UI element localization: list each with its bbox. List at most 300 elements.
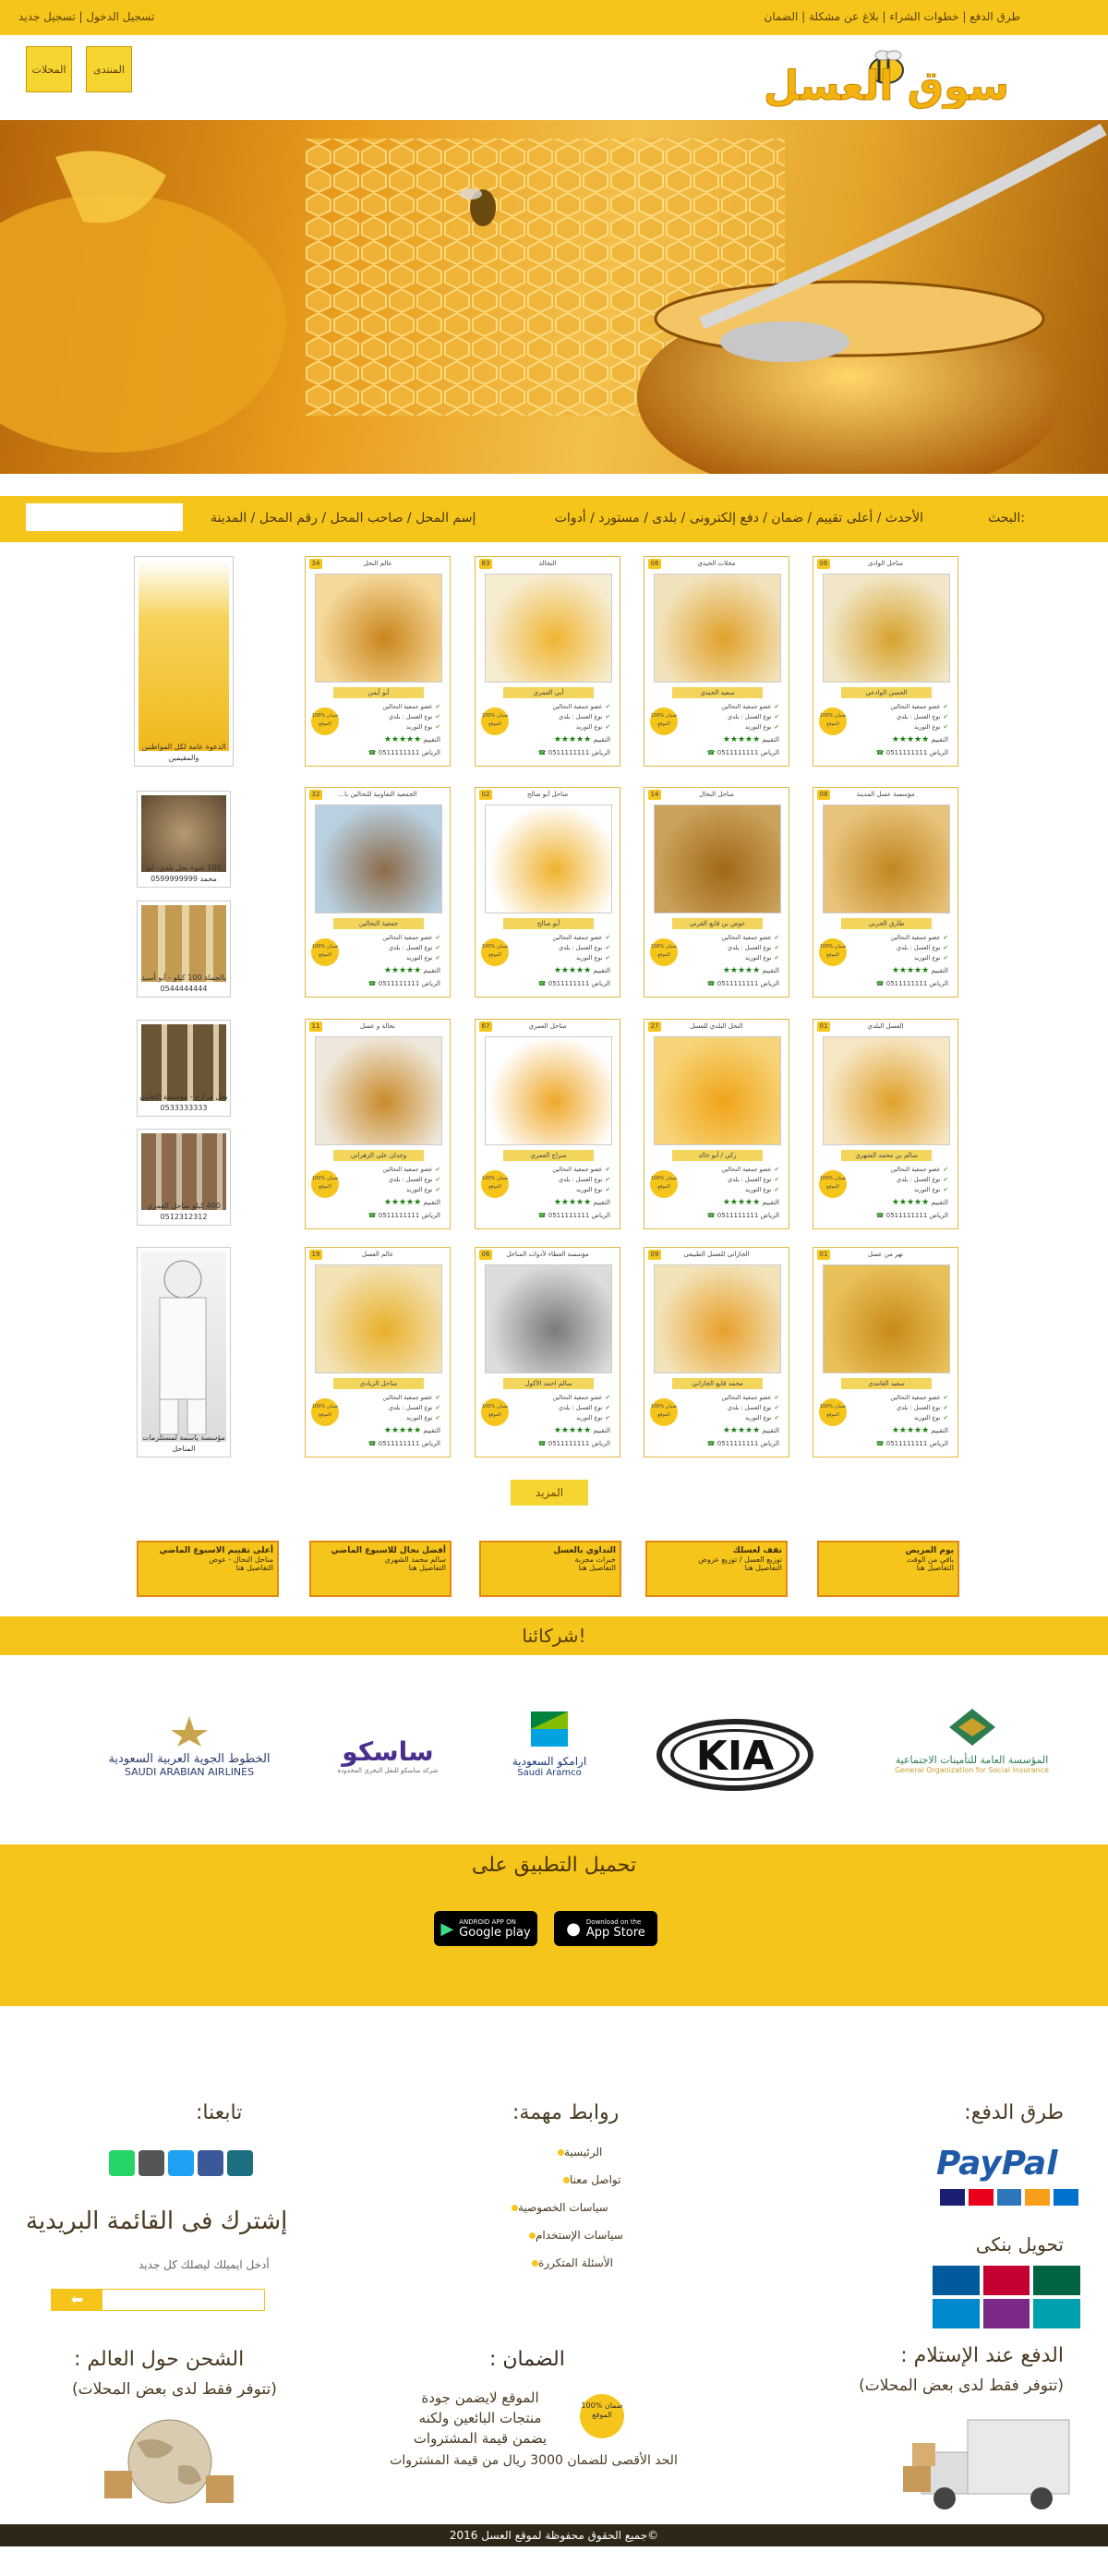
shop-card[interactable] xyxy=(813,1019,958,1229)
star-icons: ★★★★★ xyxy=(383,966,422,975)
shop-title[interactable]: الجازانى للعسل الطبيعى xyxy=(683,1251,750,1258)
shop-phone: الرياض 0511111111 ☎ xyxy=(875,980,948,987)
check-icon: ✔ xyxy=(605,944,610,951)
weekly-title: التداوي بالعسل xyxy=(553,1546,616,1555)
links-title: روابط مهمة: xyxy=(512,2101,620,2124)
shop-rating: التقييم ★★★★★ xyxy=(553,1198,610,1207)
phone-icon: ☎ xyxy=(706,749,716,756)
check-icon: ✔ xyxy=(605,703,610,710)
seller-name: أبو صالح xyxy=(503,918,594,929)
ad-banner[interactable] xyxy=(137,1247,231,1457)
product-image[interactable] xyxy=(654,1264,781,1373)
partner-logo[interactable] xyxy=(97,1711,282,1795)
shop-number: 32 xyxy=(309,790,322,800)
product-image[interactable] xyxy=(315,804,442,913)
partner-name: ساسكو xyxy=(342,1736,434,1767)
star-icons: ★★★★★ xyxy=(891,1426,930,1435)
shop-phone: الرياض 0511111111 ☎ xyxy=(706,749,779,756)
shop-rating: التقييم ★★★★★ xyxy=(722,1198,779,1207)
shop-features: ✔عضو جمعية النحالين ✔نوع العسل : بلدي ✔نوع التوريد xyxy=(552,703,610,731)
guarantee-max: الحد الأقصى للضمان 3000 ريال من قيمة المشتروات xyxy=(390,2453,678,2468)
weekly-box[interactable] xyxy=(479,1541,621,1597)
seller-name: وجدان علي الزهراني xyxy=(333,1150,424,1161)
star-icons: ★★★★★ xyxy=(553,735,592,744)
weekly-box[interactable] xyxy=(309,1541,452,1597)
payment-title: طرق الدفع: xyxy=(964,2101,1064,2124)
weekly-link[interactable]: التفاصيل هنا xyxy=(916,1564,954,1572)
check-icon: ✔ xyxy=(774,713,779,720)
ad-caption: الدعوة عامة لكل المواطنين والمقيمين xyxy=(141,743,226,762)
shop-features: ✔عضو جمعية النحالين ✔نوع العسل : بلدي ✔نوع التوريد xyxy=(721,934,779,961)
weekly-text: خبرات مجربة xyxy=(574,1555,616,1564)
app-store-button[interactable]: ● Download on the App Store xyxy=(554,1911,657,1946)
shop-card[interactable] xyxy=(305,787,451,998)
check-icon: ✔ xyxy=(943,1414,948,1421)
chat-icon[interactable] xyxy=(227,2150,253,2176)
newsletter-note: أدخل ايميلك ليصلك كل جديد xyxy=(138,2258,270,2271)
shop-card[interactable] xyxy=(475,556,620,767)
product-image[interactable] xyxy=(485,574,612,683)
star-icons: ★★★★★ xyxy=(722,966,761,975)
check-icon: ✔ xyxy=(943,713,948,720)
shop-number: 34 xyxy=(309,559,322,569)
check-icon: ✔ xyxy=(774,954,779,961)
check-icon: ✔ xyxy=(605,1186,610,1193)
weekly-title: تقف لعسلك xyxy=(732,1546,782,1555)
shop-rating: التقييم ★★★★★ xyxy=(383,1426,440,1435)
shop-title[interactable]: العسل البلدي xyxy=(867,1022,904,1030)
shop-card[interactable] xyxy=(644,1247,789,1457)
copyright: جميع الحقوق محفوظة لموقع العسل 2016© xyxy=(0,2524,1108,2546)
product-image[interactable] xyxy=(654,574,781,683)
shop-rating: التقييم ★★★★★ xyxy=(891,1198,948,1207)
product-image[interactable] xyxy=(654,1036,781,1145)
ad-banner[interactable] xyxy=(134,556,234,767)
bullet-icon xyxy=(529,2232,536,2239)
facebook-icon[interactable] xyxy=(198,2150,223,2176)
star-icons: ★★★★★ xyxy=(891,966,930,975)
search-input[interactable] xyxy=(26,503,183,531)
app-download-section xyxy=(0,1844,1108,2006)
shop-rating: التقييم ★★★★★ xyxy=(383,735,440,744)
check-icon: ✔ xyxy=(605,723,610,731)
partner-logo[interactable] xyxy=(656,1718,814,1792)
ad-image xyxy=(138,561,229,751)
seller-name: محمد قايع الجازاني xyxy=(672,1378,763,1389)
partner-sub: SAUDI ARABIAN AIRLINES xyxy=(124,1766,255,1778)
guarantee-badge: 100% ضمان الموقع xyxy=(481,707,509,735)
check-icon: ✔ xyxy=(943,954,948,961)
check-icon: ✔ xyxy=(435,954,440,961)
weekly-title: أفضل نحال للاسبوع الماضي xyxy=(331,1546,446,1555)
shop-title[interactable]: مناحل النحال xyxy=(699,791,734,798)
bullet-icon xyxy=(512,2205,518,2211)
ad-image xyxy=(141,1252,226,1442)
partner-logo[interactable] xyxy=(499,1707,600,1790)
shop-title[interactable]: عالم النحل xyxy=(363,560,392,567)
instagram-icon[interactable] xyxy=(138,2150,164,2176)
check-icon: ✔ xyxy=(605,1166,610,1173)
google-play-icon: ▶ xyxy=(440,1918,454,1939)
shop-card[interactable] xyxy=(305,556,451,767)
seller-name: سالم بن محمد الشهري xyxy=(841,1150,932,1161)
shop-title[interactable]: عالم العسل xyxy=(361,1251,394,1258)
check-icon: ✔ xyxy=(943,1404,948,1411)
app-heading: تحميل التطبيق على xyxy=(471,1854,637,1877)
weekly-link[interactable]: التفاصيل هنا xyxy=(744,1564,782,1572)
shop-phone: الرياض 0511111111 ☎ xyxy=(706,1212,779,1219)
weekly-link[interactable]: التفاصيل هنا xyxy=(578,1564,616,1572)
check-icon: ✔ xyxy=(774,703,779,710)
check-icon: ✔ xyxy=(774,1176,779,1183)
product-image[interactable] xyxy=(823,1264,950,1373)
guarantee-badge: 100% ضمان الموقع xyxy=(311,1170,339,1198)
shop-phone: الرياض 0511111111 ☎ xyxy=(875,1440,948,1447)
google-play-button[interactable]: ▶ ANDROID APP ON Google play xyxy=(434,1911,537,1946)
bottom-strip xyxy=(0,2546,1108,2576)
ad-image xyxy=(141,795,226,872)
seller-name: طارق الحربي xyxy=(841,918,932,929)
check-icon: ✔ xyxy=(943,944,948,951)
shop-rating: التقييم ★★★★★ xyxy=(553,966,610,975)
product-image[interactable] xyxy=(485,1036,612,1145)
bank-title: تحويل بنكى xyxy=(975,2233,1064,2256)
guarantee-badge: 100% ضمان الموقع xyxy=(650,938,678,966)
check-icon: ✔ xyxy=(774,1404,779,1411)
shop-number: 09 xyxy=(648,1250,661,1260)
guarantee-badge: 100% ضمان الموقع xyxy=(481,1170,509,1198)
shop-phone: الرياض 0511111111 ☎ xyxy=(367,749,440,756)
phone-icon: ☎ xyxy=(537,980,547,987)
guarantee-badge: 100% ضمان الموقع xyxy=(819,707,847,735)
guarantee-badge: 100% ضمان الموقع xyxy=(311,707,339,735)
ad-image xyxy=(141,1133,226,1210)
shop-rating: التقييم ★★★★★ xyxy=(891,1426,948,1435)
weekly-text: توزيع العسل / توزيع عروض xyxy=(698,1555,782,1564)
check-icon: ✔ xyxy=(774,944,779,951)
weekly-text: باقي من الوقت xyxy=(906,1555,954,1564)
weekly-link[interactable]: التفاصيل هنا xyxy=(408,1564,446,1572)
star-icons: ★★★★★ xyxy=(553,1198,592,1207)
ad-image xyxy=(141,905,226,982)
weekly-link[interactable]: التفاصيل هنا xyxy=(235,1564,273,1572)
check-icon: ✔ xyxy=(435,1414,440,1421)
star-icons: ★★★★★ xyxy=(891,1198,930,1207)
partner-name: ارامكو السعودية xyxy=(512,1755,587,1768)
check-icon: ✔ xyxy=(435,1404,440,1411)
shop-features: ✔عضو جمعية النحالين ✔نوع العسل : بلدي ✔نوع التوريد xyxy=(382,703,440,731)
shop-card[interactable] xyxy=(813,1247,958,1457)
shop-number: 67 xyxy=(479,1022,492,1032)
seller-name: أبي العمري xyxy=(503,687,594,698)
check-icon: ✔ xyxy=(774,1186,779,1193)
weekly-box[interactable] xyxy=(137,1541,279,1597)
guarantee-badge: 100% ضمان الموقع xyxy=(650,1398,678,1426)
search-fields[interactable]: إسم المحل / صاحب المحل / رقم المحل / المدينة xyxy=(211,511,476,526)
check-icon: ✔ xyxy=(435,944,440,951)
partner-name: الخطوط الجوية العربية السعودية xyxy=(108,1752,271,1766)
saudia-icon xyxy=(166,1711,212,1748)
product-image[interactable] xyxy=(823,574,950,683)
check-icon: ✔ xyxy=(943,1176,948,1183)
product-image[interactable] xyxy=(315,1264,442,1373)
bank-logos xyxy=(933,2266,1080,2328)
weekly-text: مناحل النحال - عوض xyxy=(209,1555,273,1564)
ad-caption: مؤسسة ياسمة لمستلزمات المناحل xyxy=(142,1433,225,1453)
login-links[interactable]: تسجيل الدخول | تسجيل جديد xyxy=(18,10,155,23)
phone-icon: ☎ xyxy=(706,1440,716,1447)
globe-icon xyxy=(100,2406,240,2517)
footer-link-contact[interactable]: تواصل معنا xyxy=(558,2173,620,2186)
more-button[interactable]: المزيد xyxy=(511,1480,588,1506)
seller-name: عوض بن قايع القرني xyxy=(672,918,763,929)
footer-link-faq[interactable]: الأسئلة المتكررة xyxy=(526,2256,613,2269)
partner-logo[interactable] xyxy=(873,1704,1071,1787)
shop-phone: الرياض 0511111111 ☎ xyxy=(537,749,610,756)
shop-phone: الرياض 0511111111 ☎ xyxy=(537,1440,610,1447)
shop-features: ✔عضو جمعية النحالين ✔نوع العسل : بلدي ✔نوع التوريد xyxy=(382,1166,440,1193)
social-icons xyxy=(109,2150,253,2176)
shop-features: ✔عضو جمعية النحالين ✔نوع العسل : بلدي ✔نوع التوريد xyxy=(552,1394,610,1421)
check-icon: ✔ xyxy=(774,1414,779,1421)
search-filters[interactable]: الأحدث / أعلى تقييم / ضمان / دفع إلكترونى / بلدى / مستورد / أدوات xyxy=(554,511,923,526)
star-icons: ★★★★★ xyxy=(722,1198,761,1207)
shop-rating: التقييم ★★★★★ xyxy=(891,735,948,744)
shop-number: 11 xyxy=(309,1022,322,1032)
shop-title[interactable]: الجمعية التعاونية للنحالين با... xyxy=(338,791,417,798)
check-icon: ✔ xyxy=(435,1186,440,1193)
shop-number: 27 xyxy=(648,1022,661,1032)
cod-title: الدفع عند الإستلام : xyxy=(900,2344,1064,2367)
check-icon: ✔ xyxy=(605,1404,610,1411)
aramco-icon xyxy=(526,1707,572,1751)
phone-icon: ☎ xyxy=(875,1440,885,1447)
shop-card[interactable] xyxy=(475,1247,620,1457)
shop-title[interactable]: مناحل أبو صالح xyxy=(526,791,569,798)
partner-name: KIA xyxy=(695,1733,775,1780)
weekly-title: يوم المريض xyxy=(905,1546,954,1555)
shop-title[interactable]: نحالة و عسل xyxy=(359,1022,396,1030)
bullet-icon xyxy=(558,2149,564,2156)
shop-phone: الرياض 0511111111 ☎ xyxy=(706,1440,779,1447)
shop-card[interactable] xyxy=(813,787,958,998)
star-icons: ★★★★★ xyxy=(553,1426,592,1435)
shop-phone: الرياض 0511111111 ☎ xyxy=(367,980,440,987)
product-image[interactable] xyxy=(823,1036,950,1145)
shop-phone: الرياض 0511111111 ☎ xyxy=(367,1212,440,1219)
shop-card[interactable] xyxy=(305,1247,451,1457)
shop-card[interactable] xyxy=(813,556,958,767)
product-image[interactable] xyxy=(315,1036,442,1145)
star-icons: ★★★★★ xyxy=(553,966,592,975)
shop-rating: التقييم ★★★★★ xyxy=(383,966,440,975)
check-icon: ✔ xyxy=(774,1394,779,1401)
check-icon: ✔ xyxy=(605,934,610,941)
check-icon: ✔ xyxy=(605,713,610,720)
star-icons: ★★★★★ xyxy=(891,735,930,744)
product-image[interactable] xyxy=(823,804,950,913)
check-icon: ✔ xyxy=(435,934,440,941)
shop-phone: الرياض 0511111111 ☎ xyxy=(875,749,948,756)
check-icon: ✔ xyxy=(943,723,948,731)
shop-rating: التقييم ★★★★★ xyxy=(722,1426,779,1435)
guarantee-badge: 100% ضمان الموقع xyxy=(311,938,339,966)
shop-number: 06 xyxy=(648,559,661,569)
shop-card[interactable] xyxy=(644,1019,789,1229)
shop-rating: التقييم ★★★★★ xyxy=(553,1426,610,1435)
check-icon: ✔ xyxy=(435,713,440,720)
shop-rating: التقييم ★★★★★ xyxy=(553,735,610,744)
guarantee-badge: 100% ضمان الموقع xyxy=(819,938,847,966)
stores-button[interactable]: المحلات xyxy=(26,46,72,92)
phone-icon: ☎ xyxy=(706,980,716,987)
shop-title[interactable]: محلات الحيدي xyxy=(697,560,736,567)
check-icon: ✔ xyxy=(943,1186,948,1193)
shop-rating: التقييم ★★★★★ xyxy=(722,966,779,975)
shop-title[interactable]: مؤسسة عسل المدينة xyxy=(856,791,915,798)
shop-features: ✔عضو جمعية النحالين ✔نوع العسل : بلدي ✔نوع التوريد xyxy=(890,1394,948,1421)
check-icon: ✔ xyxy=(943,934,948,941)
product-image[interactable] xyxy=(485,804,612,913)
twitter-icon[interactable] xyxy=(168,2150,194,2176)
shop-card[interactable] xyxy=(644,787,789,998)
check-icon: ✔ xyxy=(605,1176,610,1183)
shop-features: ✔عضو جمعية النحالين ✔نوع العسل : بلدي ✔نوع التوريد xyxy=(382,1394,440,1421)
newsletter-input[interactable] xyxy=(51,2289,265,2311)
shop-number: 08 xyxy=(817,790,830,800)
footer-link-privacy[interactable]: سياسات الخصوصية xyxy=(506,2201,608,2214)
guarantee-badge: 100% ضمان الموقع xyxy=(580,2394,624,2438)
ad-banner[interactable] xyxy=(137,1020,231,1117)
shop-number: 01 xyxy=(817,1022,830,1032)
newsletter-title: إشترك فى القائمة البريدية xyxy=(26,2207,288,2235)
partner-sub: Saudi Aramco xyxy=(517,1768,582,1778)
partner-sub: شركة ساسكو للنقل البحري المحدودة xyxy=(337,1767,439,1774)
footer-link-terms[interactable]: سياسات الإستخدام xyxy=(524,2229,623,2242)
arrow-left-icon[interactable]: ⬅ xyxy=(52,2290,102,2310)
shop-title[interactable]: النحالة xyxy=(538,560,557,567)
follow-title: تابعنا: xyxy=(196,2101,243,2124)
seller-name: سالم احمد الأكول xyxy=(503,1378,594,1389)
ad-caption: 100 عبوة نحل بلدي- أبو محمد 0599999999 xyxy=(146,864,222,883)
product-image[interactable] xyxy=(315,574,442,683)
ad-image xyxy=(141,1024,226,1101)
check-icon: ✔ xyxy=(774,1166,779,1173)
site-logo[interactable] xyxy=(748,48,1025,109)
seller-name: سعيد الغامدي xyxy=(841,1378,932,1389)
guarantee-text: الموقع لايضمن جودة منتجات البائعين ولكنه يضمن قيمة المشتروات xyxy=(413,2389,548,2447)
shop-features: ✔عضو جمعية النحالين ✔نوع العسل : بلدي ✔نوع التوريد xyxy=(721,1394,779,1421)
phone-icon: ☎ xyxy=(367,749,377,756)
guarantee-badge: 100% ضمان الموقع xyxy=(819,1398,847,1426)
ad-banner[interactable] xyxy=(137,901,231,998)
weekly-box[interactable] xyxy=(817,1541,959,1597)
check-icon: ✔ xyxy=(435,723,440,731)
shop-card[interactable] xyxy=(305,1019,451,1229)
shop-card[interactable] xyxy=(475,1019,620,1229)
check-icon: ✔ xyxy=(943,1394,948,1401)
weekly-title: أعلى تقييم الاسبوع الماضي xyxy=(159,1546,273,1555)
shop-number: 06 xyxy=(817,559,830,569)
shop-card[interactable] xyxy=(644,556,789,767)
shop-title[interactable]: مناحل العمري xyxy=(528,1022,567,1030)
shop-title[interactable]: نهر من عسل xyxy=(867,1251,904,1258)
shop-phone: الرياض 0511111111 ☎ xyxy=(875,1212,948,1219)
seller-name: سعيد الحيدي xyxy=(672,687,763,698)
partners-heading: شركائنا! xyxy=(0,1616,1108,1655)
product-image[interactable] xyxy=(654,804,781,913)
shipping-note: (تتوفر فقط لدى بعض المحلات) xyxy=(72,2380,277,2399)
star-icons: ★★★★★ xyxy=(383,1426,422,1435)
shop-features: ✔عضو جمعية النحالين ✔نوع العسل : بلدي ✔نوع التوريد xyxy=(721,703,779,731)
shop-rating: التقييم ★★★★★ xyxy=(383,1198,440,1207)
shop-features: ✔عضو جمعية النحالين ✔نوع العسل : بلدي ✔نوع التوريد xyxy=(890,1166,948,1193)
ad-banner[interactable] xyxy=(137,791,231,888)
partner-name: المؤسسة العامة للتأمينات الاجتماعية xyxy=(895,1754,1049,1766)
check-icon: ✔ xyxy=(774,723,779,731)
shop-number: 06 xyxy=(479,1250,492,1260)
shop-features: ✔عضو جمعية النحالين ✔نوع العسل : بلدي ✔نوع التوريد xyxy=(721,1166,779,1193)
shop-title[interactable]: مناحل الوادى xyxy=(867,560,904,567)
seller-name: أبو أيمن xyxy=(333,687,424,698)
seller-name: سراج العمري xyxy=(503,1150,594,1161)
bullet-icon xyxy=(563,2177,570,2183)
phone-icon: ☎ xyxy=(537,1440,547,1447)
partner-sub: General Organization for Social Insurance xyxy=(895,1766,1049,1774)
shop-number: 02 xyxy=(479,790,492,800)
shop-features: ✔عضو جمعية النحالين ✔نوع العسل : بلدي ✔نوع التوريد xyxy=(552,1166,610,1193)
check-icon: ✔ xyxy=(435,1394,440,1401)
shop-rating: التقييم ★★★★★ xyxy=(891,966,948,975)
footer-link-home[interactable]: الرئيسية xyxy=(552,2146,602,2159)
top-links[interactable]: طرق الدفع | خطوات الشراء | بلاغ عن مشكلة | الضمان xyxy=(764,10,1020,23)
seller-name: زكي / أبو خالد xyxy=(672,1150,763,1161)
shop-features: ✔عضو جمعية النحالين ✔نوع العسل : بلدي ✔نوع التوريد xyxy=(890,934,948,961)
guarantee-title: الضمان : xyxy=(489,2348,565,2371)
check-icon: ✔ xyxy=(435,1166,440,1173)
search-label: البحث: xyxy=(988,511,1025,526)
guarantee-badge: 100% ضمان الموقع xyxy=(481,1398,509,1426)
phone-icon: ☎ xyxy=(367,1440,377,1447)
shop-phone: الرياض 0511111111 ☎ xyxy=(367,1440,440,1447)
forum-button[interactable]: المنتدى xyxy=(86,46,132,92)
check-icon: ✔ xyxy=(774,934,779,941)
shop-card[interactable] xyxy=(475,787,620,998)
whatsapp-icon[interactable] xyxy=(109,2150,135,2176)
star-icons: ★★★★★ xyxy=(383,735,422,744)
guarantee-badge: 100% ضمان الموقع xyxy=(650,1170,678,1198)
paypal-logo: PayPal xyxy=(936,2145,1058,2183)
ad-caption: 400 كيلو مناحل العمري 0512312312 xyxy=(147,1202,221,1221)
phone-icon: ☎ xyxy=(537,1212,547,1219)
partner-logo[interactable] xyxy=(337,1736,439,1792)
shop-number: 01 xyxy=(817,1250,830,1260)
guarantee-badge: 100% ضمان الموقع xyxy=(481,938,509,966)
shop-features: ✔عضو جمعية النحالين ✔نوع العسل : بلدي ✔نوع التوريد xyxy=(552,934,610,961)
ad-caption: نحل مزارع - مؤسسة التعاون 0533333333 xyxy=(139,1093,228,1112)
shop-features: ✔عضو جمعية النحالين ✔نوع العسل : بلدي ✔نوع التوريد xyxy=(382,934,440,961)
shop-title[interactable]: مؤسسة العطاء لأدوات المناحل xyxy=(506,1251,589,1258)
ad-banner[interactable] xyxy=(137,1129,231,1226)
shop-title[interactable]: النحل البلدي للعسل xyxy=(690,1022,743,1030)
seller-name: مناحل الزيادي xyxy=(333,1378,424,1389)
phone-icon: ☎ xyxy=(367,980,377,987)
shop-number: 19 xyxy=(309,1250,322,1260)
shop-number: 14 xyxy=(648,790,661,800)
star-icons: ★★★★★ xyxy=(722,1426,761,1435)
weekly-box[interactable] xyxy=(645,1541,788,1597)
product-image[interactable] xyxy=(485,1264,612,1373)
